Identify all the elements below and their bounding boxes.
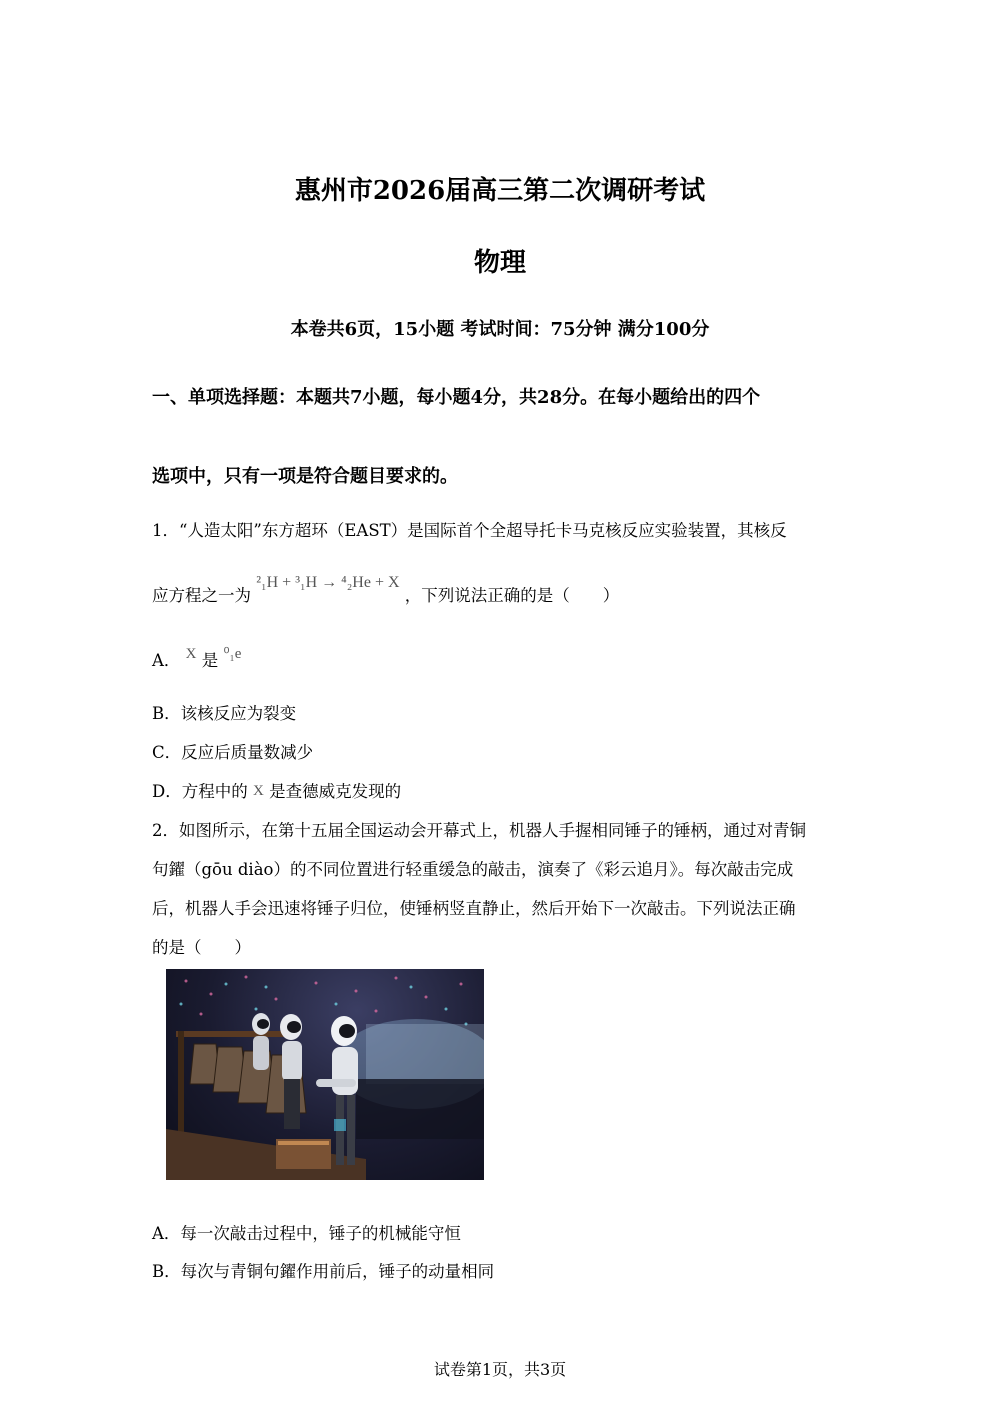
section-heading-line2: 选项中，只有一项是符合题目要求的。 bbox=[152, 466, 458, 487]
q1-option-a-x: X bbox=[185, 646, 197, 662]
q2-option-b: B．每次与青铜句鑃作用前后，锤子的动量相同 bbox=[152, 1262, 495, 1281]
q2-line2: 句鑃（gōu diào）的不同位置进行轻重缓急的敲击，演奏了《彩云追月》。每次敲击完成 bbox=[152, 860, 794, 879]
q1-line1: 1．“人造太阳”东方超环（EAST）是国际首个全超导托卡马克核反应实验装置，其核反 bbox=[152, 521, 787, 540]
exam-info: 本卷共6页，15小题 考试时间：75分钟 满分100分 bbox=[290, 319, 710, 340]
q1-line2-before: 应方程之一为 bbox=[152, 586, 251, 605]
q1-option-b: B．该核反应为裂变 bbox=[152, 704, 297, 723]
q1-equation: ²₁H + ³₁H → ⁴₂He + X bbox=[256, 574, 400, 591]
q1-option-c: C．反应后质量数减少 bbox=[152, 743, 314, 762]
section-heading-line1: 一、单项选择题：本题共7小题，每小题4分，共28分。在每小题给出的四个 bbox=[152, 387, 761, 408]
q1-line2 bbox=[152, 574, 620, 606]
q1-option-d bbox=[152, 778, 401, 802]
q1-option-a bbox=[152, 647, 241, 671]
q2-line3: 后，机器人手会迅速将锤子归位，使锤柄竖直静止，然后开始下一次敲击。下列说法正确 bbox=[152, 899, 796, 918]
q1-option-d-x: X bbox=[252, 783, 264, 799]
q2-line1: 2．如图所示，在第十五届全国运动会开幕式上，机器人手握相同锤子的锤柄，通过对青铜 bbox=[152, 821, 806, 840]
q1-option-d-before: D．方程中的 bbox=[152, 782, 248, 801]
q1-option-a-mid: 是 bbox=[201, 651, 219, 670]
robot-bells-photo bbox=[166, 969, 484, 1180]
exam-title: 惠州市2026届高三第二次调研考试 bbox=[294, 176, 706, 206]
page-footer: 试卷第1页，共3页 bbox=[433, 1360, 567, 1379]
q2-option-a: A．每一次敲击过程中，锤子的机械能守恒 bbox=[152, 1224, 461, 1243]
q1-line2-after: ，下列说法正确的是（ ） bbox=[404, 586, 620, 605]
q1-option-a-symbol: ⁰₁e bbox=[223, 646, 242, 662]
subject-title: 物理 bbox=[473, 248, 526, 278]
q1-option-d-after: 是查德威克发现的 bbox=[269, 782, 402, 801]
q2-line4: 的是（ ） bbox=[152, 938, 251, 957]
q1-option-a-prefix: A． bbox=[152, 651, 181, 670]
